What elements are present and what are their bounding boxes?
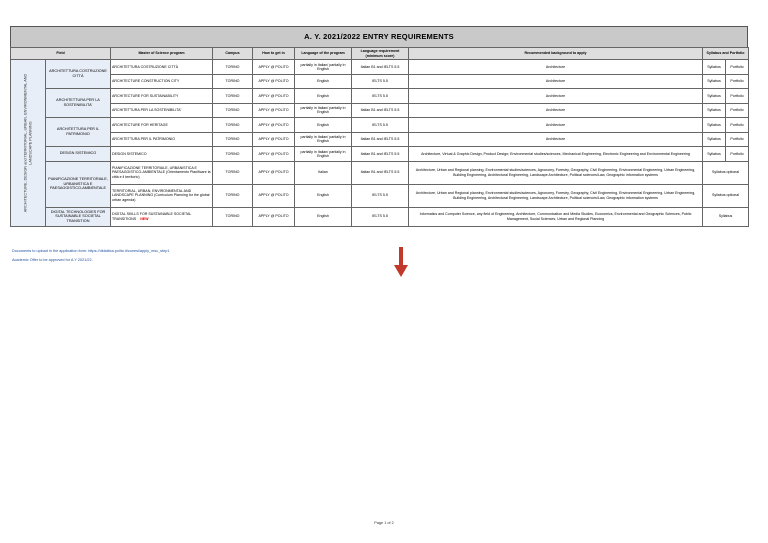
language-cell: partially in Italian/ partially in English [295, 147, 352, 162]
background-cell: Architecture, Urban and Regional planning, Environmental studies/sciences, Agronomy, Forestry, Geography, Civil Engineering, Environmental Engineering, Urban Engineering, Building Engineering, Architectural Engineering, Landscape Architecture, Political sciences/Law, Geographic information systems [409, 184, 703, 207]
requirement-cell: Italian B1 and IELTS 5.5 [352, 147, 409, 162]
program-name: TERRITORIAL, URBAN, ENVIRONMENTAL AND LANDSCAPE PLANNING (Curriculum Planning for the global urban agenda) [111, 184, 213, 207]
background-cell: Architecture, Virtual & Graphic Design, Product Design; Environmental studies/sciences, Mechanical Engineering, Electronic Engineering and Environmental Engineering [409, 147, 703, 162]
group-label: ARCHITETTURA COSTRUZIONE CITTÀ [46, 60, 111, 89]
header-language: Language of the program [295, 48, 352, 60]
new-badge: NEW [140, 216, 149, 221]
portfolio-link[interactable]: Portfolio [726, 118, 749, 133]
portfolio-link[interactable]: Portfolio [726, 60, 749, 75]
campus-cell: TORINO [213, 132, 253, 147]
requirements-table [10, 47, 749, 227]
requirement-cell: IELTS 5.5 [352, 118, 409, 133]
syllabus-link[interactable]: Syllabus optional [703, 184, 749, 207]
group-label: DESIGN SISTEMICO [46, 147, 111, 162]
syllabus-link[interactable]: Syllabus [703, 147, 726, 162]
background-cell: Architecture [409, 103, 703, 118]
syllabus-link[interactable]: Syllabus optional [703, 161, 749, 184]
requirement-cell: IELTS 5.5 [352, 74, 409, 89]
campus-cell: TORINO [213, 60, 253, 75]
apply-link[interactable]: APPLY @ POLITO [253, 89, 295, 104]
header-row [11, 48, 749, 60]
header-program: Master of Science program [111, 48, 213, 60]
campus-cell: TORINO [213, 184, 253, 207]
background-cell: Architecture [409, 74, 703, 89]
background-cell: Architecture [409, 132, 703, 147]
header-campus: Campus [213, 48, 253, 60]
header-how: How to get in [253, 48, 295, 60]
language-cell: partially in Italian/ partially in English [295, 132, 352, 147]
background-cell: Architecture [409, 60, 703, 75]
campus-cell: TORINO [213, 89, 253, 104]
arrow-shaft [399, 247, 403, 266]
syllabus-link[interactable]: Syllabus [703, 118, 726, 133]
table-row [11, 89, 749, 104]
syllabus-link[interactable]: Syllabus [703, 60, 726, 75]
table-row [11, 147, 749, 162]
program-name: DESIGN SISTEMICO [111, 147, 213, 162]
header-field: Field [11, 48, 111, 60]
apply-link[interactable]: APPLY @ POLITO [253, 207, 295, 226]
notes [12, 247, 169, 265]
requirement-cell: Italian B1 and IELTS 5.5 [352, 60, 409, 75]
header-requirement: Language requirement (minimum score) [352, 48, 409, 60]
table-row [11, 74, 749, 89]
arrow-head [394, 265, 408, 277]
table-row [11, 118, 749, 133]
language-cell: English [295, 207, 352, 226]
background-cell: Informatics and Computer Science, any field of Engineering, Architecture, Communication and Media Studies, Economics, Environmental and Geographic Sciences, Public Management, Social Sciences, Urban and Regional Planning [409, 207, 703, 226]
group-label: ARCHITETTURA PER IL PATRIMONIO [46, 118, 111, 147]
table-row [11, 207, 749, 226]
portfolio-link[interactable]: Portfolio [726, 147, 749, 162]
table-row [11, 161, 749, 184]
language-cell: partially in Italian/ partially in English [295, 60, 352, 75]
program-name: ARCHITETTURA PER IL PATRIMONIO [111, 132, 213, 147]
program-name [111, 207, 213, 226]
table-row [11, 60, 749, 75]
down-arrow-icon [394, 247, 408, 277]
program-name: ARCHITECTURE FOR SUSTAINABILITY [111, 89, 213, 104]
header-syllabus: Syllabus and Portfolio [703, 48, 749, 60]
table-row [11, 103, 749, 118]
background-cell: Architecture, Urban and Regional planning, Environmental studies/sciences, Agronomy, Forestry, Geography, Civil Engineering, Environmental Engineering, Urban Engineering, Building Engineering, Architectural Engineering, Landscape Architecture, Political sciences/Law, Geographic information systems [409, 161, 703, 184]
program-name: ARCHITECTURE FOR HERITAGE [111, 118, 213, 133]
program-name: ARCHITECTURE CONSTRUCTION CITY [111, 74, 213, 89]
apply-link[interactable]: APPLY @ POLITO [253, 60, 295, 75]
requirement-cell: IELTS 5.5 [352, 207, 409, 226]
syllabus-link[interactable]: Syllabus [703, 132, 726, 147]
program-name: PIANIFICAZIONE TERRITORIALE, URBANISTICA E PAESAGGISTICO-AMBIENTALE (Orientamento Pianificare la città e il territorio) [111, 161, 213, 184]
background-cell: Architecture [409, 118, 703, 133]
group-label: ARCHITETTURA PER LA SOSTENIBILITA' [46, 89, 111, 118]
language-cell: English [295, 74, 352, 89]
requirements-sheet [10, 26, 748, 227]
apply-link[interactable]: APPLY @ POLITO [253, 103, 295, 118]
language-cell: Italian [295, 161, 352, 184]
program-name-text: DIGITAL SKILLS FOR SUSTAINABLE SOCIETAL TRANSITIONS [112, 212, 192, 221]
requirement-cell: Italian B1 and IELTS 5.5 [352, 132, 409, 147]
syllabus-link[interactable]: Syllabus [703, 103, 726, 118]
apply-link[interactable]: APPLY @ POLITO [253, 118, 295, 133]
campus-cell: TORINO [213, 147, 253, 162]
syllabus-link[interactable]: Syllabus [703, 74, 726, 89]
language-cell: English [295, 184, 352, 207]
language-cell: English [295, 118, 352, 133]
program-name: ARCHITETTURA PER LA SOSTENIBILITA' [111, 103, 213, 118]
syllabus-link[interactable]: Syllabus [703, 89, 726, 104]
apply-link[interactable]: APPLY @ POLITO [253, 184, 295, 207]
table-row [11, 184, 749, 207]
field-label: ARCHITECTURE, DESIGN and TERRITORIAL, URBAN, ENVIRONMENTAL AND LANDSCAPE PLANNING [23, 73, 32, 212]
apply-link[interactable]: APPLY @ POLITO [253, 147, 295, 162]
language-cell: English [295, 89, 352, 104]
page-title: A. Y. 2021/2022 ENTRY REQUIREMENTS [10, 26, 748, 47]
campus-cell: TORINO [213, 103, 253, 118]
requirement-cell: Italian B1 and IELTS 5.5 [352, 161, 409, 184]
page-number: Page 1 of 2 [374, 521, 394, 525]
header-background: Recommended background to apply [409, 48, 703, 60]
table-row [11, 132, 749, 147]
syllabus-link[interactable]: Syllabus [703, 207, 749, 226]
field-cell [11, 60, 46, 227]
requirement-cell: Italian B1 and IELTS 5.5 [352, 103, 409, 118]
campus-cell: TORINO [213, 74, 253, 89]
program-name: ARCHITETTURA COSTRUZIONE CITTÀ [111, 60, 213, 75]
portfolio-link[interactable]: Portfolio [726, 89, 749, 104]
campus-cell: TORINO [213, 207, 253, 226]
requirement-cell: IELTS 5.5 [352, 89, 409, 104]
campus-cell: TORINO [213, 161, 253, 184]
requirement-cell: IELTS 5.5 [352, 184, 409, 207]
portfolio-link[interactable]: Portfolio [726, 132, 749, 147]
apply-link[interactable]: APPLY @ POLITO [253, 161, 295, 184]
background-cell: Architecture [409, 89, 703, 104]
group-label: PIANIFICAZIONE TERRITORIALE, URBANISTICA E PAESAGGISTICO-AMBIENTALE [46, 161, 111, 207]
group-label: DIGITAL TECHNOLOGIES FOR SUSTAINABLE SOCIETAL TRANSITION [46, 207, 111, 226]
campus-cell: TORINO [213, 118, 253, 133]
documents-note[interactable]: Documents to upload in the application form: https://didattica.polito.it/zonesi/apply_msc_step1 [12, 249, 170, 253]
portfolio-link[interactable]: Portfolio [726, 103, 749, 118]
academic-note: Academic Offer to be approved for A.Y 2021/22. [12, 258, 93, 262]
language-cell: partially in Italian/ partially in English [295, 103, 352, 118]
portfolio-link[interactable]: Portfolio [726, 74, 749, 89]
apply-link[interactable]: APPLY @ POLITO [253, 74, 295, 89]
apply-link[interactable]: APPLY @ POLITO [253, 132, 295, 147]
